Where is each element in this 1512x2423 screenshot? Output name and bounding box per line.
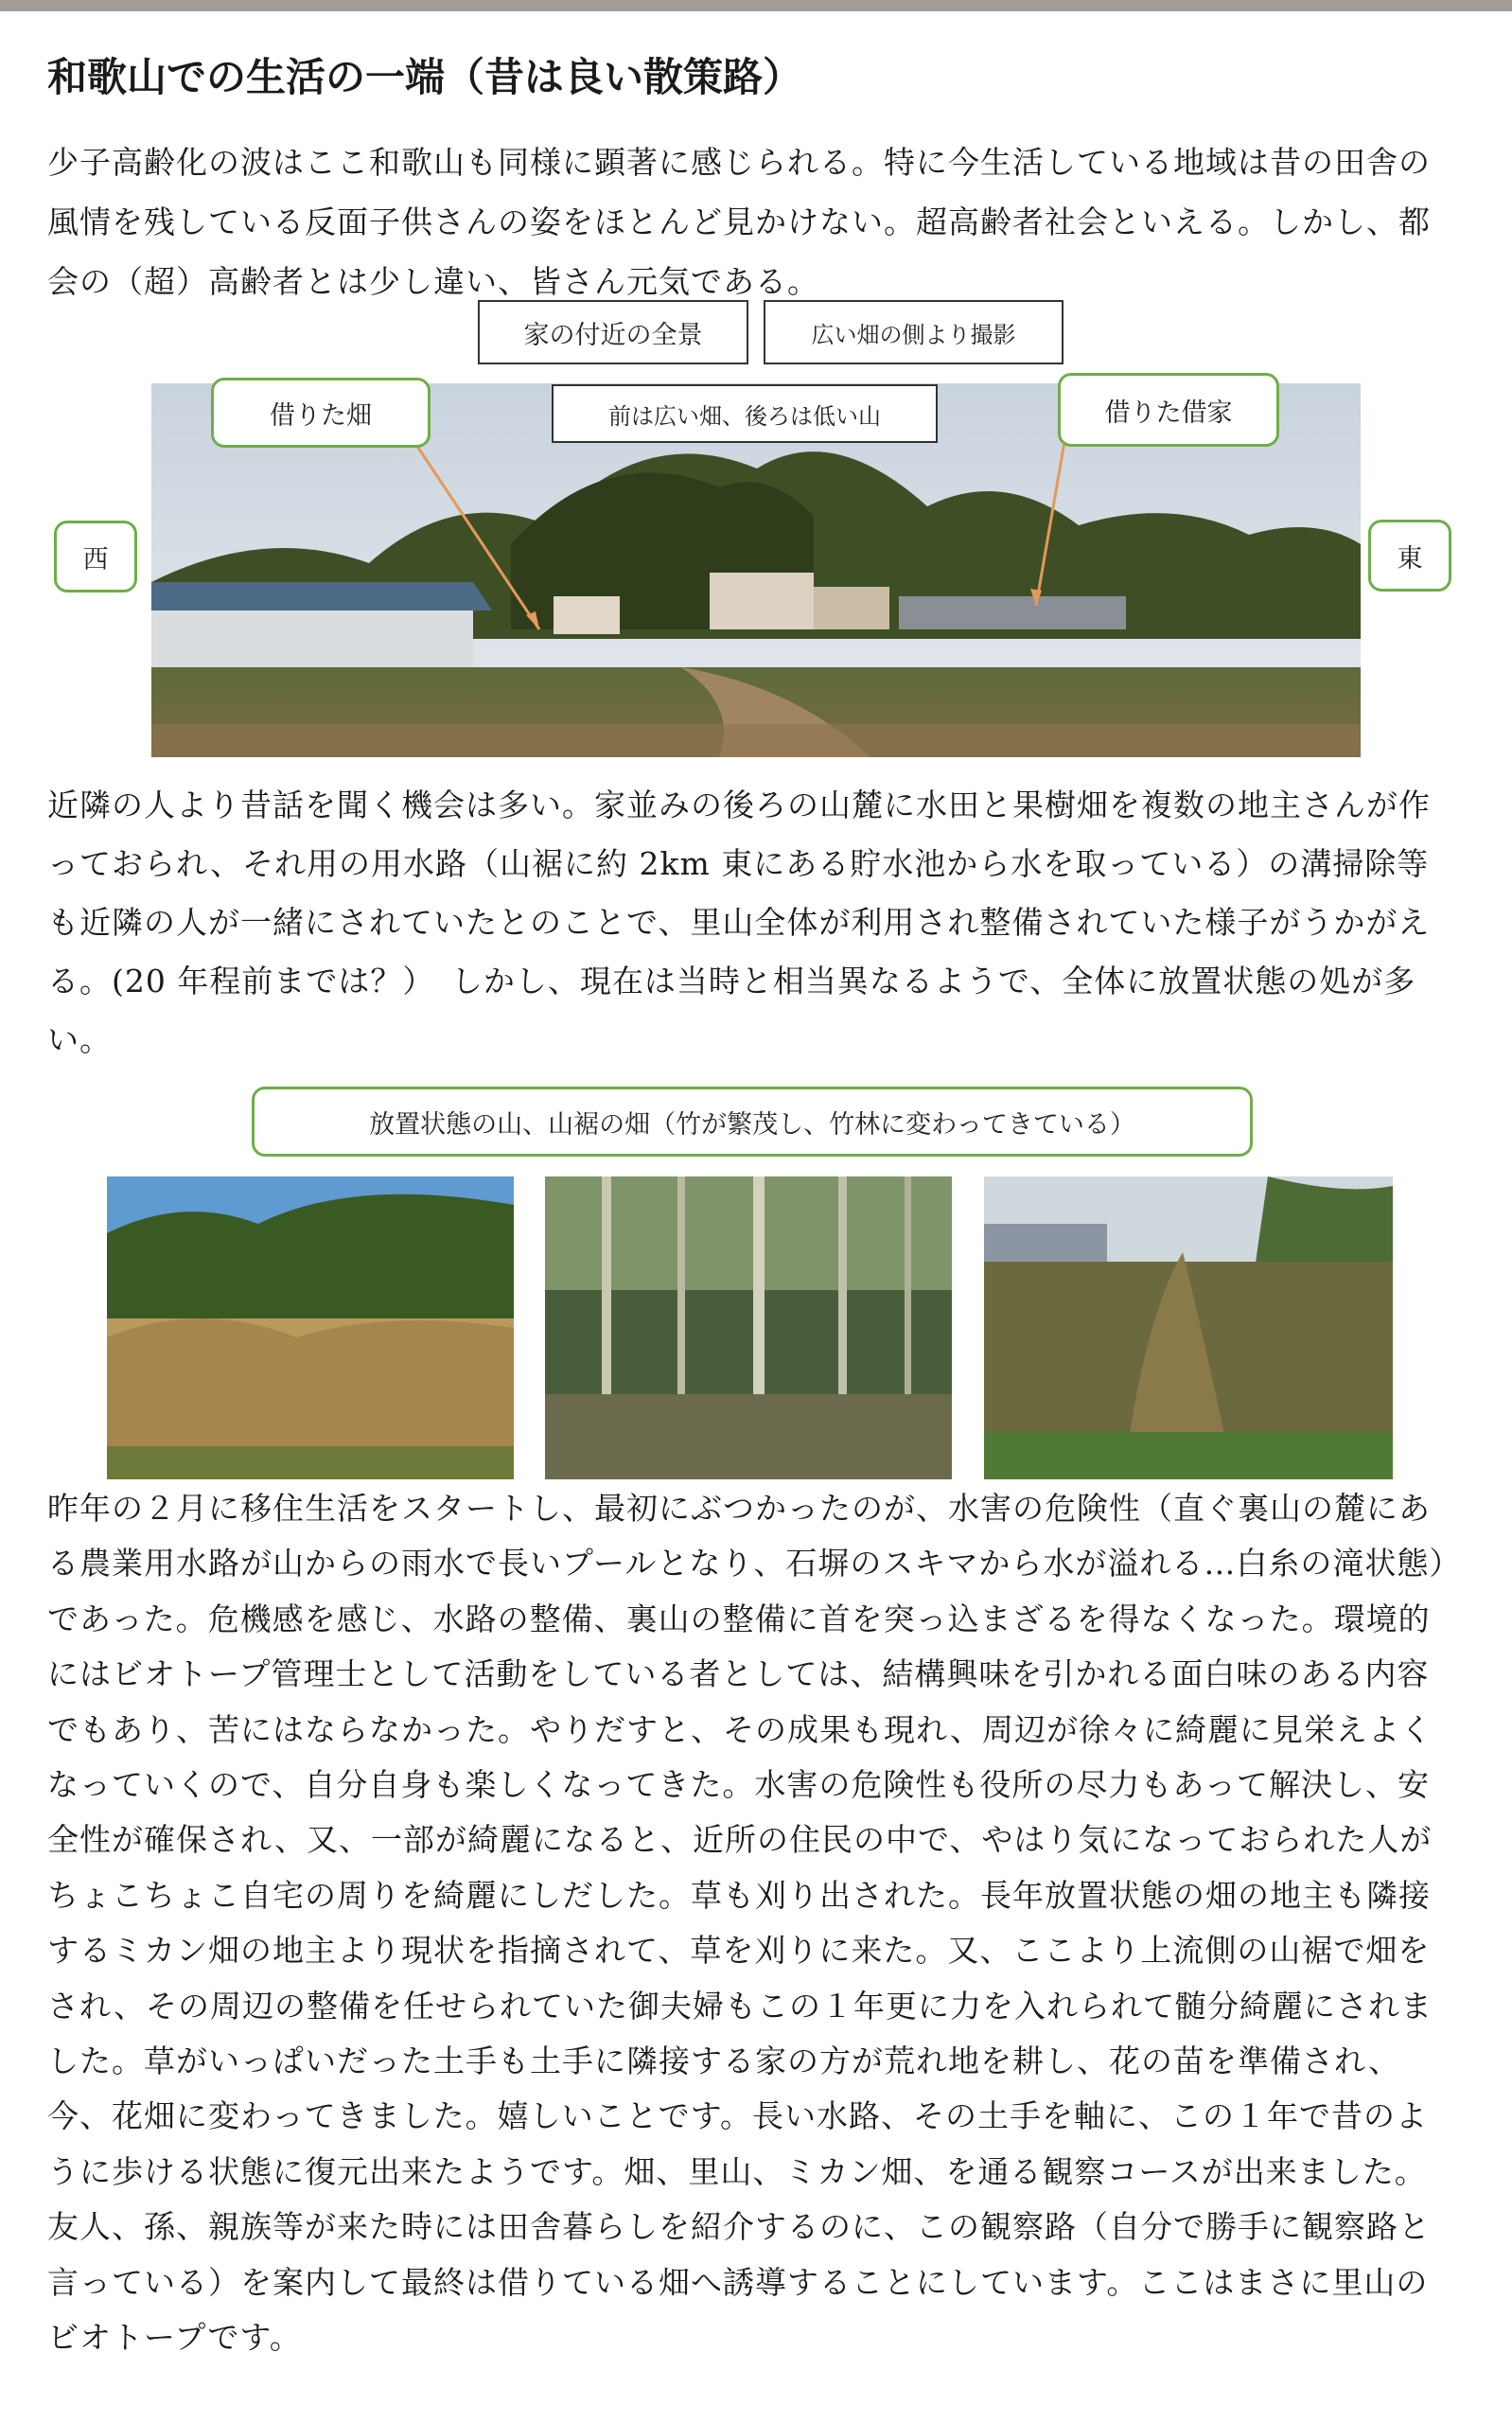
label-front-and-back: 前は広い畑、後ろは低い山 <box>552 384 938 443</box>
photo-overgrown-slope <box>107 1176 514 1479</box>
photo-bamboo-grove <box>545 1176 952 1479</box>
photo-grass-field <box>984 1176 1393 1479</box>
caption-panorama-view: 家の付近の全景 <box>478 300 748 364</box>
caption-photo-location: 広い畑の側より撮影 <box>764 300 1064 364</box>
photo-bamboo-grove-image <box>545 1176 952 1479</box>
label-east: 東 <box>1368 520 1451 592</box>
label-rented-house: 借りた借家 <box>1058 373 1279 447</box>
top-border-bar <box>0 0 1512 11</box>
label-rented-field: 借りた畑 <box>211 378 431 448</box>
intro-paragraph: 少子高齢化の波はここ和歌山も同様に顕著に感じられる。特に今生活している地域は昔の田舎の風情を残している反面子供さんの姿をほとんど見かけない。超高齢者社会といえる。しかし、都会の（超）高齢者とは少し違い、皆さん元気である。 <box>47 144 1431 300</box>
history-paragraph: 近隣の人より昔話を聞く機会は多い。家並みの後ろの山麓に水田と果樹畑を複数の地主さんが作っておられ、それ用の用水路（山裾に約 2km 東にある貯水池から水を取っている）の溝掃除等も近隣の人が一緒にされていたとのことで、里山全体が利用され整備されていた様子がうかがえる。(20 年程前までは？） しかし、現在は当時と相当異なるようで、全体に放置状態の処が多い。 <box>47 787 1431 1058</box>
page-title: 和歌山での生活の一端（昔は良い散策路） <box>47 54 803 100</box>
photo-overgrown-slope-image <box>107 1176 514 1479</box>
relocation-paragraph: 昨年の２月に移住生活をスタートし、最初にぶつかったのが、水害の危険性（直ぐ裏山の麓にある農業用水路が山からの雨水で長いプールとなり、石塀のスキマから水が溢れる…白糸の滝状態）であった。危機感を感じ、水路の整備、裏山の整備に首を突っ込まざるを得なくなった。環境的にはビオトープ管理士として活動をしている者としては、結構興味を引かれる面白味のある内容でもあり、苦にはならなかった。やりだすと、その成果も現れ、周辺が徐々に綺麗に見栄えよくなっていくので、自分自身も楽しくなってきた。水害の危険性も役所の尽力もあって解決し、安全性が確保され、又、一部が綺麗になると、近所の住民の中で、やはり気になっておられた人がちょこちょこ自宅の周りを綺麗にしだした。草も刈り出された。長年放置状態の畑の地主も隣接するミカン畑の地主より現状を指摘されて、草を刈りに来た。又、ここより上流側の山裾で畑をされ、その周辺の整備を任せられていた御夫婦もこの１年更に力を入れられて髄分綺麗にされました。草がいっぱいだった土手も土手に隣接する家の方が荒れ地を耕し、花の苗を準備され、今、花畑に変わってきました。嬉しいことです。長い水路、その土手を軸に、この１年で昔のように歩ける状態に復元出来たようです。畑、里山、ミカン畑、を通る観察コースが出来ました。友人、孫、親族等が来た時には田舎暮らしを紹介するのに、この観察路（自分で勝手に観察路と言っている）を案内して最終は借りている畑へ誘導することにしています。ここはまさに里山のビオトープです。 <box>47 1490 1446 2357</box>
label-west: 西 <box>54 521 137 592</box>
caption-neglected-land: 放置状態の山、山裾の畑（竹が繁茂し、竹林に変わってきている） <box>252 1087 1253 1157</box>
photo-grass-field-image <box>984 1176 1393 1479</box>
